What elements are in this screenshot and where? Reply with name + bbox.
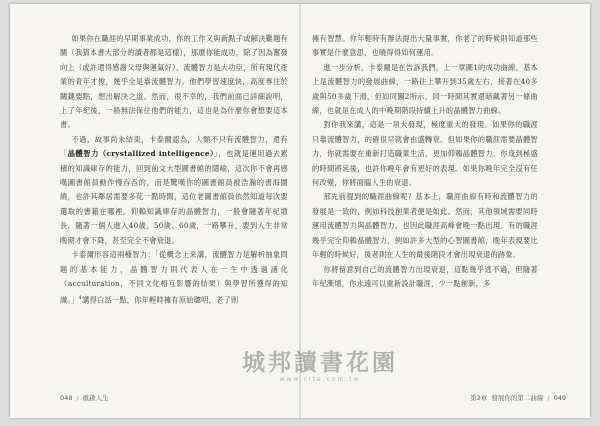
chapter-label: 第2章 [470, 394, 488, 402]
footer-separator: / [547, 394, 550, 402]
paragraph-text: 不過，故事尚未結束，卡泰爾認為，人類不只有流體智力，還有「 [60, 134, 288, 159]
book-title: 重啟人生 [82, 394, 109, 402]
footnote-mark: 4 [78, 295, 83, 302]
paragraph [60, 248, 288, 308]
paragraph: 如果你在職涯的早期事業成功，你的工作又與新點子或解決難題有關（我猜本書大部分的讀者都是這樣），那麼你能成功，除了因為奮發向上（或許還得感謝父母與運氣好），流體智力是大功臣，所有現代產業的青年才俊，幾乎全是靠流體智力。他們學習速度快，高度專注於關鍵要點，想出解決之道。然而，很不幸的，我們前面已詳細說明，上了年紀後，一般無法保住他們的能力，這也是為什麼你會想要這本書。 [60, 34, 288, 130]
paragraph-text: 講得白話一點，你年輕時擁有原始聰明，老了則 [82, 295, 239, 305]
left-page-body [60, 32, 288, 308]
right-page-body [312, 32, 538, 291]
watermark-title: 城邦讀書花園 [242, 350, 398, 376]
paragraph: 對你我來講，這是一項大發現，極度重大的發現。如果你的職涯只靠流體智力，的確很早就會由盛轉衰。但如果你的職涯需要晶體智力，你就需要在重新打造職業生活，更加仰賴晶體智力，你逢到極盛的時間將延後，也許你晚年會有更好的表現。如果你晚年完全沒有任何改變，你將面臨人生的衰退。 [312, 120, 538, 188]
watermark-url: www.cite.com.tw [279, 376, 361, 383]
page-number: 048 [60, 394, 73, 402]
paragraph-text: 卡泰爾形容這兩種智力：「從概念上來講，流體智力是解析抽象問題的基本能力，晶體智力則代表人在一生中透過涵化（acculturation，不同文化相互影響的結果）與學習所獲得的知識。」 [60, 250, 288, 305]
right-page-footer [470, 393, 566, 402]
left-page-footer [60, 393, 109, 402]
paragraph: 進一步分析，卡泰爾是在告訴我們，上一章圖1的成功曲線，基本上是流體智力的發展曲線，一路往上攀升到35歲左右，接著在40多歲與50多歲下滑，但如同圖2所示，同一時間其實還暗藏著另一條曲線，也就是在成人的中晚期階段持續上升的晶體智力曲線。 [312, 62, 538, 116]
chapter-title: 發展你的第二曲線 [491, 394, 544, 402]
page-number: 049 [553, 394, 566, 402]
paragraph: 擁有智慧。你年輕時有辦法提出大量事實，你老了的時候則知道那些事實是什麼意思，也曉得得如何運用。 [312, 34, 538, 58]
paragraph: 那先前提到的職涯曲線呢？基本上，職涯曲線有時和流體智力的發展是一致的，例如科技創業者便是如此。然而，其他領域需要同時運用流體智力與晶體智力，也因此職涯高峰會晚一點出現。有的職涯幾乎完全仰賴晶體智力，例如許多大型的心智圖書館，晚年表現要比年輕的時候好，後者則在人生的最後階段才會出現衰退的跡象。 [312, 192, 538, 260]
paragraph: 你將留意到自己的流體智力出現衰退，這點幾乎逃不過，但隨著年紀漸增，你永遠可以重新設計職涯，少一點創新，多 [312, 264, 538, 288]
paragraph [60, 133, 288, 248]
bold-term: 晶體智力（crystallized intelligence） [67, 149, 215, 159]
watermark [220, 350, 420, 383]
footer-separator: / [76, 394, 79, 402]
paragraph-text: 」，也就是運用過去累積的知識庫存的能力，回到前文大型圖書館的隱喻，這次你不會再感嘆圖書館員動作慢吞吞的，而是驚嘆你的圖書館員被浩瀚的書海圍繞，也許其鄰居需要多花一點時間，這位老圖書館員依然知道每次要選取的書籍在哪裡。仰賴知識庫存的晶體智力，一般會隨著年紀增長，隨著一個人進入40歲、50歲、60歲，一路攀升，要到人生非常晚期才會下降，甚至完全不會衰退。 [60, 149, 288, 245]
